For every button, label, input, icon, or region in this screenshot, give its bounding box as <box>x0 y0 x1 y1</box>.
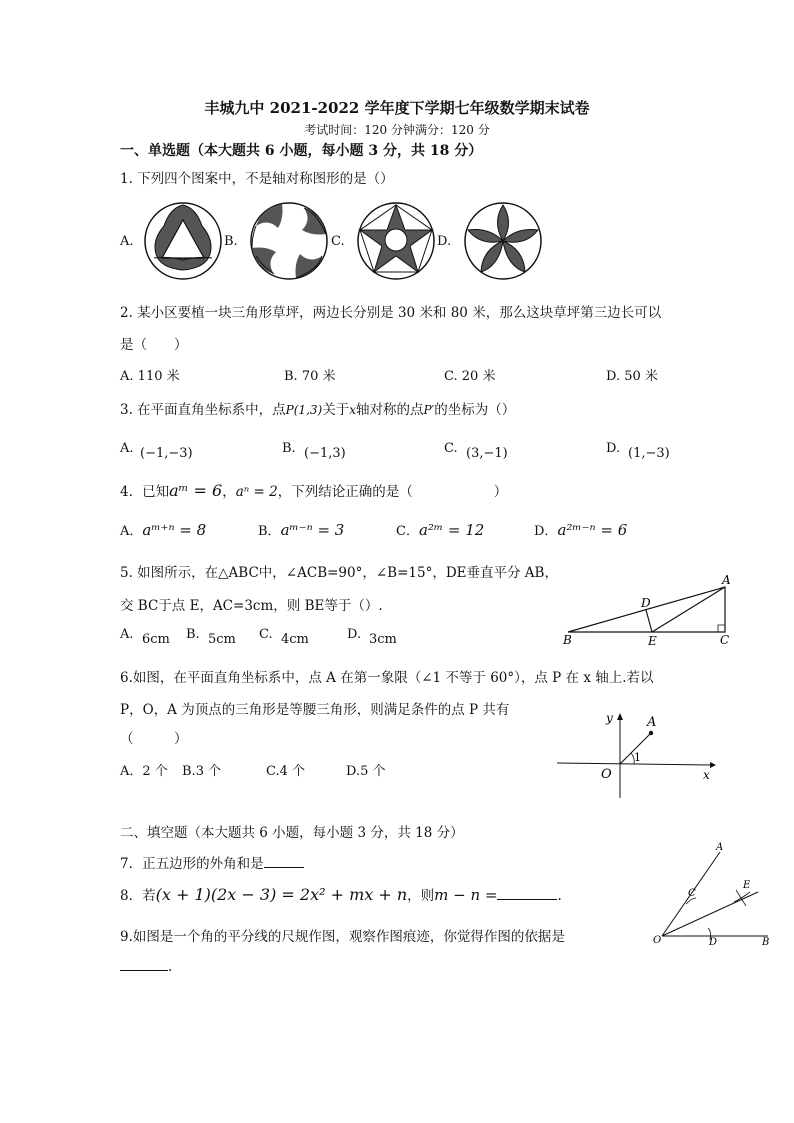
q4-option-b: B．aᵐ⁻ⁿ = 3 <box>258 521 345 539</box>
q1-option-c-label: C. <box>331 234 345 249</box>
q5-option-b-text: 5cm <box>208 632 236 647</box>
q3-option-a-letter: A. <box>120 441 134 456</box>
exam-subtitle: 考试时间：120 分钟满分：120 分 <box>304 123 490 137</box>
q2-option-b: B. 70 米 <box>284 369 336 384</box>
q4-stem: 4．已知aᵐ = 6，aⁿ = 2，下列结论正确的是（ ） <box>120 481 508 500</box>
q9-stem: 9.如图是一个角的平分线的尺规作图，观察作图痕迹，你觉得作图的依据是 <box>120 929 565 945</box>
q5-label-c: C <box>720 633 730 647</box>
q2-stem-line2: 是（ ） <box>120 337 188 353</box>
q5-option-b-letter: B. <box>186 627 200 642</box>
q4-option-c: C．a²ᵐ = 12 <box>396 521 485 539</box>
q1-figure-b <box>248 200 330 282</box>
q5-label-e: E <box>648 634 657 648</box>
q9-angle-bisector-figure <box>650 840 775 950</box>
q5-option-c-text: 4cm <box>281 632 309 647</box>
q6-stem-line1: 6.如图，在平面直角坐标系中，点 A 在第一象限（∠1 不等于 60°），点 P 在 x 轴上.若以 <box>120 670 654 686</box>
q7-stem: 7．正五边形的外角和是 <box>120 852 304 872</box>
q1-option-a-label: A. <box>120 234 134 249</box>
q6-option-c: C.4 个 <box>266 764 306 779</box>
q9-answer-blank[interactable] <box>120 956 168 971</box>
q6-label-o: O <box>601 767 612 782</box>
q8-answer-blank[interactable] <box>497 885 557 900</box>
q9-label-a: A <box>716 842 724 853</box>
q5-label-a: A <box>722 573 731 587</box>
q6-option-a: A．2 个 <box>120 764 168 779</box>
q4-option-d: D．a²ᵐ⁻ⁿ = 6 <box>534 521 628 539</box>
q5-option-d-text: 3cm <box>369 632 397 647</box>
q7-answer-blank[interactable] <box>264 853 304 868</box>
q5-option-a-text: 6cm <box>142 632 170 647</box>
q1-figure-d <box>462 200 544 282</box>
q9-label-e: E <box>743 880 751 891</box>
exam-title: 丰城九中 2021-2022 学年度下学期七年级数学期末试卷 <box>204 99 590 117</box>
q3-stem: 3. 在平面直角坐标系中，点P(1,3)关于x轴对称的点P′的坐标为（） <box>120 402 516 418</box>
q3-option-d-letter: D. <box>606 441 621 456</box>
q5-triangle-figure <box>560 573 740 653</box>
q5-label-d: D <box>641 596 651 610</box>
q3-option-c-letter: C. <box>444 441 458 456</box>
q2-stem-line1: 2. 某小区要植一块三角形草坪，两边长分别是 30 米和 80 米，那么这块草坪第三边长可以 <box>120 305 662 321</box>
q6-label-x: x <box>703 768 710 782</box>
section2-heading: 二、填空题（本大题共 6 小题，每小题 3 分，共 18 分） <box>120 825 464 841</box>
q2-option-d: D. 50 米 <box>606 369 658 384</box>
q4-option-a: A．aᵐ⁺ⁿ = 8 <box>120 521 207 539</box>
q2-option-a: A. 110 米 <box>120 369 180 384</box>
q6-stem-line2: P，O，A 为顶点的三角形是等腰三角形，则满足条件的点 P 共有 <box>120 702 510 718</box>
q6-label-a: A <box>647 715 657 730</box>
q3-option-c-text: (3,−1) <box>466 446 508 461</box>
q3-option-d-text: (1,−3) <box>628 446 670 461</box>
q6-coordinate-figure <box>555 708 720 803</box>
q1-stem: 1. 下列四个图案中，不是轴对称图形的是（） <box>120 171 394 187</box>
q3-option-b-letter: B. <box>282 441 296 456</box>
q5-label-b: B <box>563 633 572 647</box>
q9-label-o: O <box>653 935 662 946</box>
q5-option-c-letter: C. <box>259 627 273 642</box>
q9-label-b: B <box>762 937 770 948</box>
q5-stem-line1: 5. 如图所示，在△ABC中，∠ACB=90°，∠B=15°，DE垂直平分 AB， <box>120 565 558 581</box>
q6-option-d: D.5 个 <box>346 764 386 779</box>
q3-option-b-text: (−1,3) <box>304 446 346 461</box>
q5-option-a-letter: A. <box>120 627 134 642</box>
q2-option-c: C. 20 米 <box>444 369 496 384</box>
q8-stem: 8．若(x + 1)(2x − 3) = 2x² + mx + n，则m − n = . <box>120 885 562 904</box>
q9-label-c: C <box>688 888 696 899</box>
section1-heading: 一、单选题（本大题共 6 小题，每小题 3 分，共 18 分） <box>120 143 483 159</box>
q6-label-y: y <box>606 711 613 725</box>
q9-answer-line: . <box>120 956 172 975</box>
q1-figure-a <box>142 200 224 282</box>
q6-label-1: 1 <box>634 751 641 764</box>
q1-option-b-label: B. <box>224 234 238 249</box>
q5-stem-line2: 交 BC于点 E，AC=3cm，则 BE等于（）. <box>120 598 383 614</box>
q5-option-d-letter: D. <box>347 627 362 642</box>
q1-option-d-label: D. <box>437 234 452 249</box>
q6-stem-line3: （ ） <box>120 731 188 747</box>
q6-option-b: B.3 个 <box>182 764 222 779</box>
q1-figure-c <box>355 200 437 282</box>
q9-label-d: D <box>709 937 718 948</box>
q3-option-a-text: (−1,−3) <box>140 446 193 461</box>
